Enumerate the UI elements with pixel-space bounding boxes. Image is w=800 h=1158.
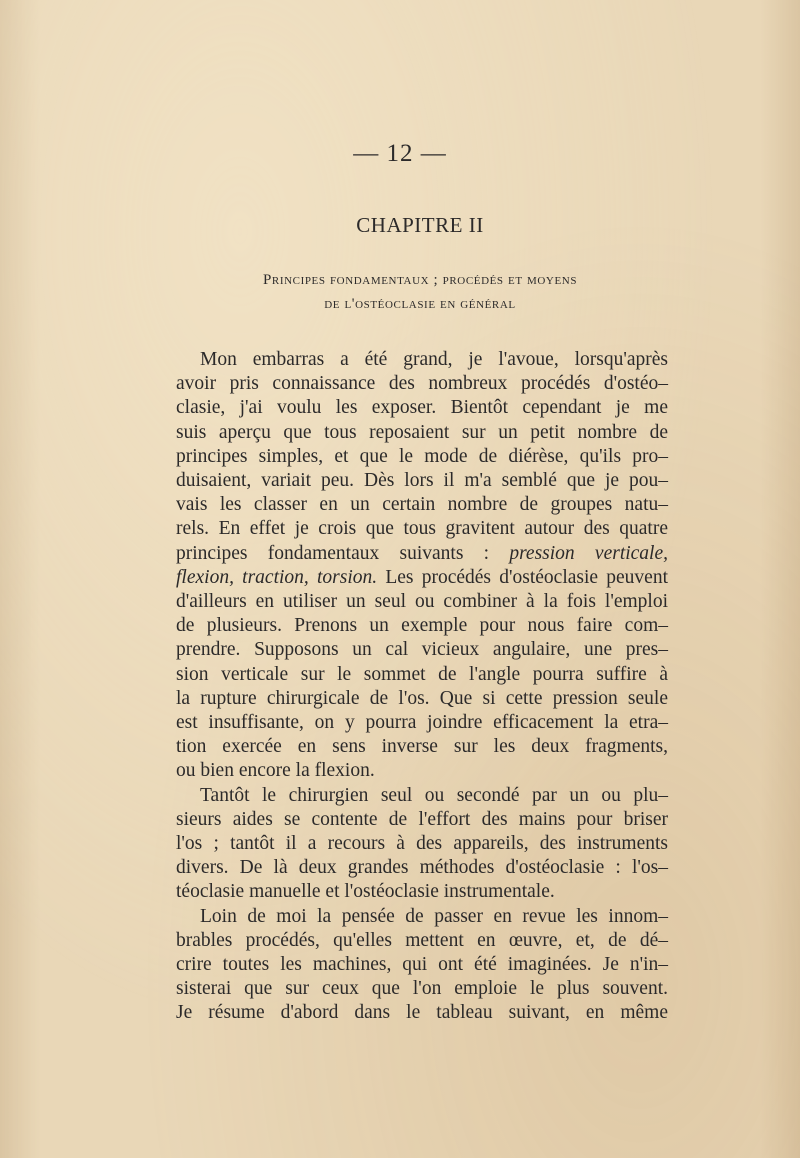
text-line: prendre. Supposons un cal vicieux angulaire, une pres– xyxy=(176,639,668,661)
text-line: la rupture chirurgicale de l'os. Que si cette pression seule xyxy=(176,687,668,709)
text-line: brables procédés, qu'elles mettent en œuvre, et, de dé– xyxy=(176,929,668,951)
text-line: Mon embarras a été grand, je l'avoue, lorsqu'après xyxy=(200,349,668,370)
text-line: divers. De là deux grandes méthodes d'ostéoclasie : l'os– xyxy=(176,857,668,879)
text-line: sieurs aides se contente de l'effort des mains pour briser xyxy=(176,808,668,830)
text-line: sisterai que sur ceux que l'on emploie le plus souvent. xyxy=(176,978,668,1000)
text-line: crire toutes les machines, qui ont été imaginées. Je n'in– xyxy=(176,954,668,976)
paragraph-3 xyxy=(176,905,668,1026)
text-segment: principes fondamentaux suivants : xyxy=(176,542,510,564)
italic-text: pression verticale, xyxy=(509,542,669,564)
text-line: suis aperçu que tous reposaient sur un petit nombre de xyxy=(176,421,668,443)
text-line: tion exercée en sens inverse sur les deux fragments, xyxy=(176,736,668,758)
italic-text: flexion, traction, torsion. xyxy=(176,566,378,588)
text-line: rels. En effet je crois que tous gravitent autour des quatre xyxy=(176,518,668,540)
section-heading-line-1: Principes fondamentaux ; procédés et moyens xyxy=(262,272,578,288)
text-line: Tantôt le chirurgien seul ou secondé par un ou plu– xyxy=(200,784,668,806)
text-line: clasie, j'ai voulu les exposer. Bientôt cependant je me xyxy=(176,397,668,419)
text-line: avoir pris connaissance des nombreux procédés d'ostéo– xyxy=(176,373,668,395)
text-line: duisaient, variait peu. Dès lors il m'a semblé que je pou– xyxy=(176,470,668,492)
section-heading-line-2: de l'ostéoclasie en général xyxy=(324,296,516,312)
text-line: principes simples, et que le mode de diérèse, qu'ils pro– xyxy=(176,445,668,467)
text-line: téoclasie manuelle et l'ostéoclasie instrumentale. xyxy=(176,881,555,903)
page-number: — 12 — xyxy=(353,140,447,167)
text-line xyxy=(176,542,668,566)
paragraph-1 xyxy=(176,348,668,784)
text-line: est insuffisante, on y pourra joindre efficacement la etra– xyxy=(176,712,668,734)
chapter-title: CHAPITRE II xyxy=(356,213,484,237)
text-line: l'os ; tantôt il a recours à des appareils, des instruments xyxy=(176,833,668,855)
text-line: ou bien encore la flexion. xyxy=(176,760,375,782)
text-line: Je résume d'abord dans le tableau suivant, en même xyxy=(176,1002,668,1024)
text-line: sion verticale sur le sommet de l'angle pourra suffire à xyxy=(176,663,668,685)
text-line: vais les classer en un certain nombre de groupes natu– xyxy=(176,494,668,516)
text-segment: Les procédés d'ostéoclasie peuvent xyxy=(377,566,668,588)
body-text xyxy=(176,348,668,1026)
text-line: Loin de moi la pensée de passer en revue les innom– xyxy=(200,905,668,927)
paragraph-2 xyxy=(176,784,668,905)
text-line: de plusieurs. Prenons un exemple pour nous faire com– xyxy=(176,615,668,637)
text-line xyxy=(176,566,668,590)
text-line: d'ailleurs en utiliser un seul ou combiner à la fois l'emploi xyxy=(176,591,668,613)
